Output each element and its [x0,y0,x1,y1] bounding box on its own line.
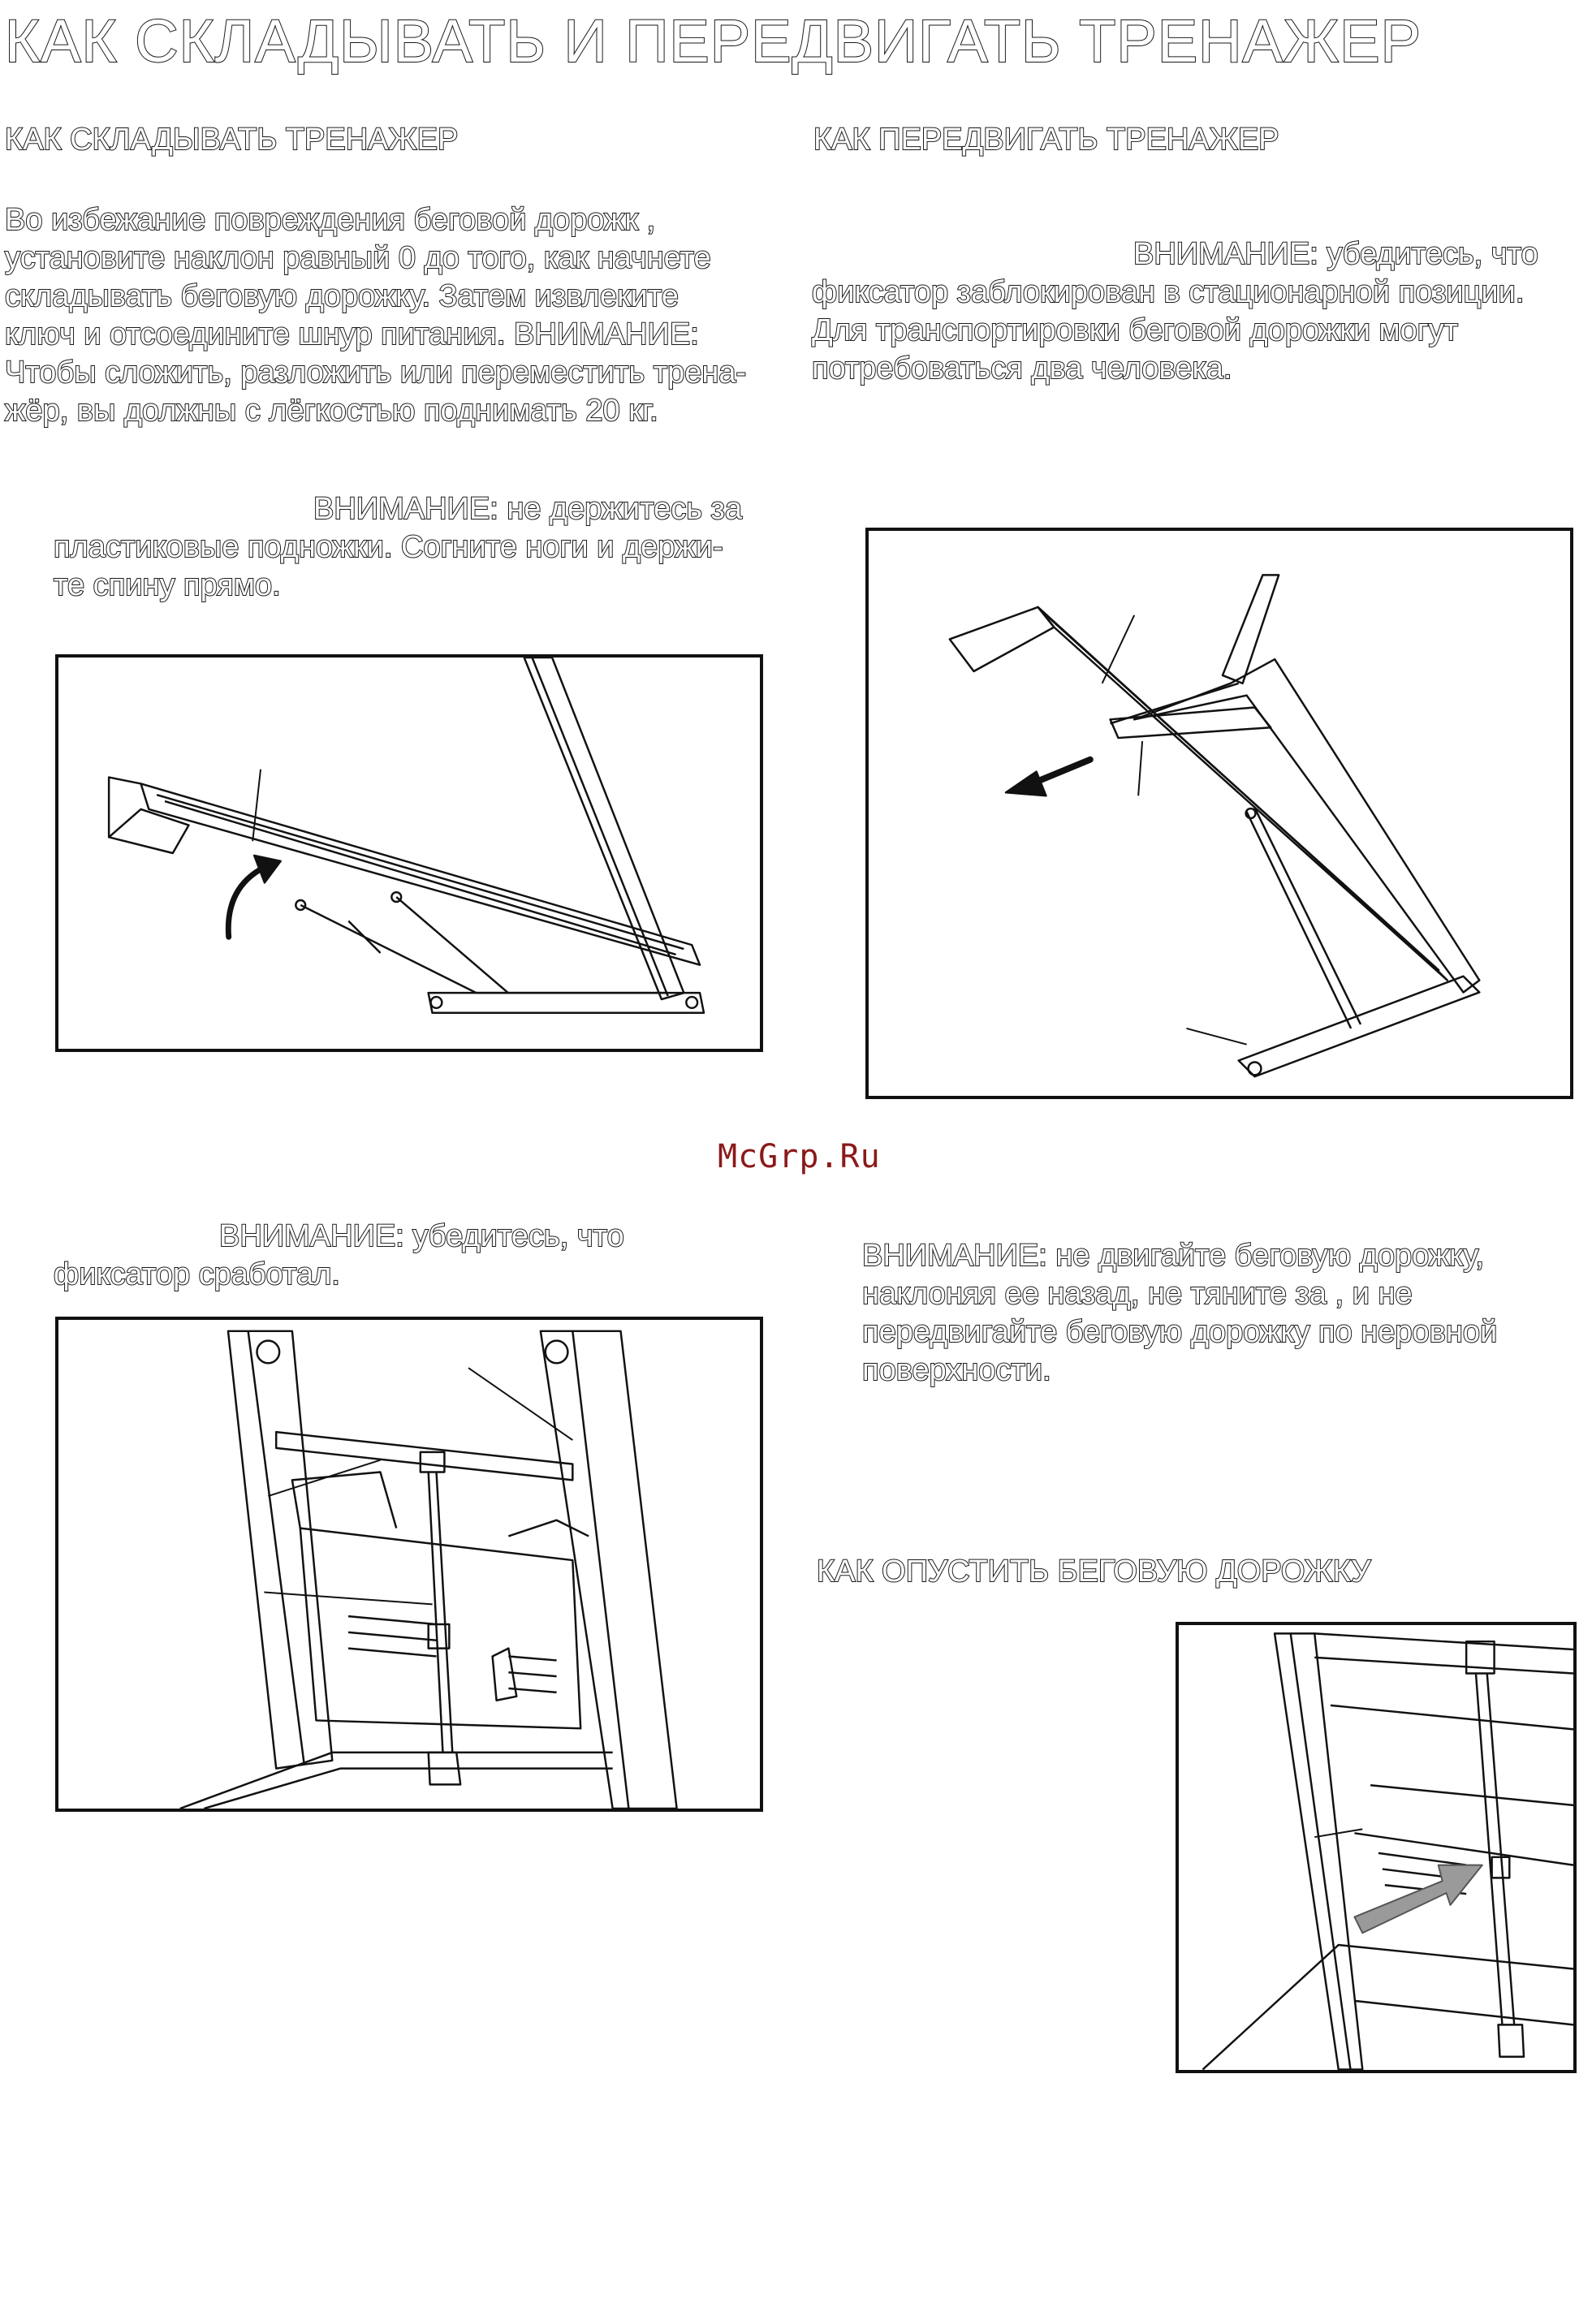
move-warning-line: наклоняя ее назад, не тяните за , и не [862,1277,1413,1311]
fold-step2-line: фиксатор сработал. [54,1257,340,1291]
move-step1-line: Для транспортировки беговой дорожки могут [812,313,1459,347]
fold-step1-line: те спину прямо. [54,568,281,602]
fold-intro-line: жёр, вы должны с лёгкостью поднимать 20 кг. [5,394,658,428]
fold-intro [5,201,746,430]
move-step1-line: фиксатор заблокирован в стационарной позиции. [812,275,1525,309]
treadmill-folding-illustration [58,658,760,1049]
lower-figure [1176,1622,1577,2073]
fold-step2-text [54,1218,760,1294]
fold-intro-line: складывать беговую дорожку. Затем извлеките [5,279,679,313]
fold-intro-line: Во избежание повреждения беговой дорожк , [5,203,656,237]
fold-intro-line: установите наклон равный 0 до того, как начнете [5,241,711,275]
fold-step2-line: ВНИМАНИЕ: убедитесь, что [219,1219,624,1253]
move-step1-line: потребоваться два человека. [812,351,1232,386]
fold-step1-line: пластиковые подножки. Согните ноги и держи- [54,530,723,564]
fold-step1-line: ВНИМАНИЕ: не держитесь за [313,492,743,526]
move-warning-line: передвигайте беговую дорожку по неровной [862,1315,1498,1349]
latch-engaged-illustration [58,1320,760,1809]
fold-lift-figure [55,654,763,1052]
watermark: McGrp.Ru [718,1138,881,1175]
move-figure [865,528,1573,1099]
fold-heading: КАК СКЛАДЫВАТЬ ТРЕНАЖЕР [5,123,459,157]
move-heading: КАК ПЕРЕДВИГАТЬ ТРЕНАЖЕР [813,123,1279,157]
move-step1-line: ВНИМАНИЕ: убедитесь, что [1133,237,1538,271]
move-warning-line: ВНИМАНИЕ: не двигайте беговую дорожку, [862,1239,1485,1273]
move-step1-text [812,235,1559,388]
move-warning-text [862,1237,1577,1390]
treadmill-lowering-illustration [1179,1625,1573,2070]
fold-intro-line: Чтобы сложить, разложить или переместить трена- [5,356,747,390]
move-warning-line: поверхности. [862,1353,1051,1387]
fold-step1-text [54,490,760,605]
page-title: КАК СКЛАДЫВАТЬ И ПЕРЕДВИГАТЬ ТРЕНАЖЕР [5,7,1422,75]
treadmill-moving-illustration [869,531,1570,1096]
fold-intro-line: ключ и отсоедините шнур питания. ВНИМАНИЕ: [5,317,699,351]
latch-figure [55,1317,763,1812]
lower-heading: КАК ОПУСТИТЬ БЕГОВУЮ ДОРОЖКУ [817,1554,1371,1589]
